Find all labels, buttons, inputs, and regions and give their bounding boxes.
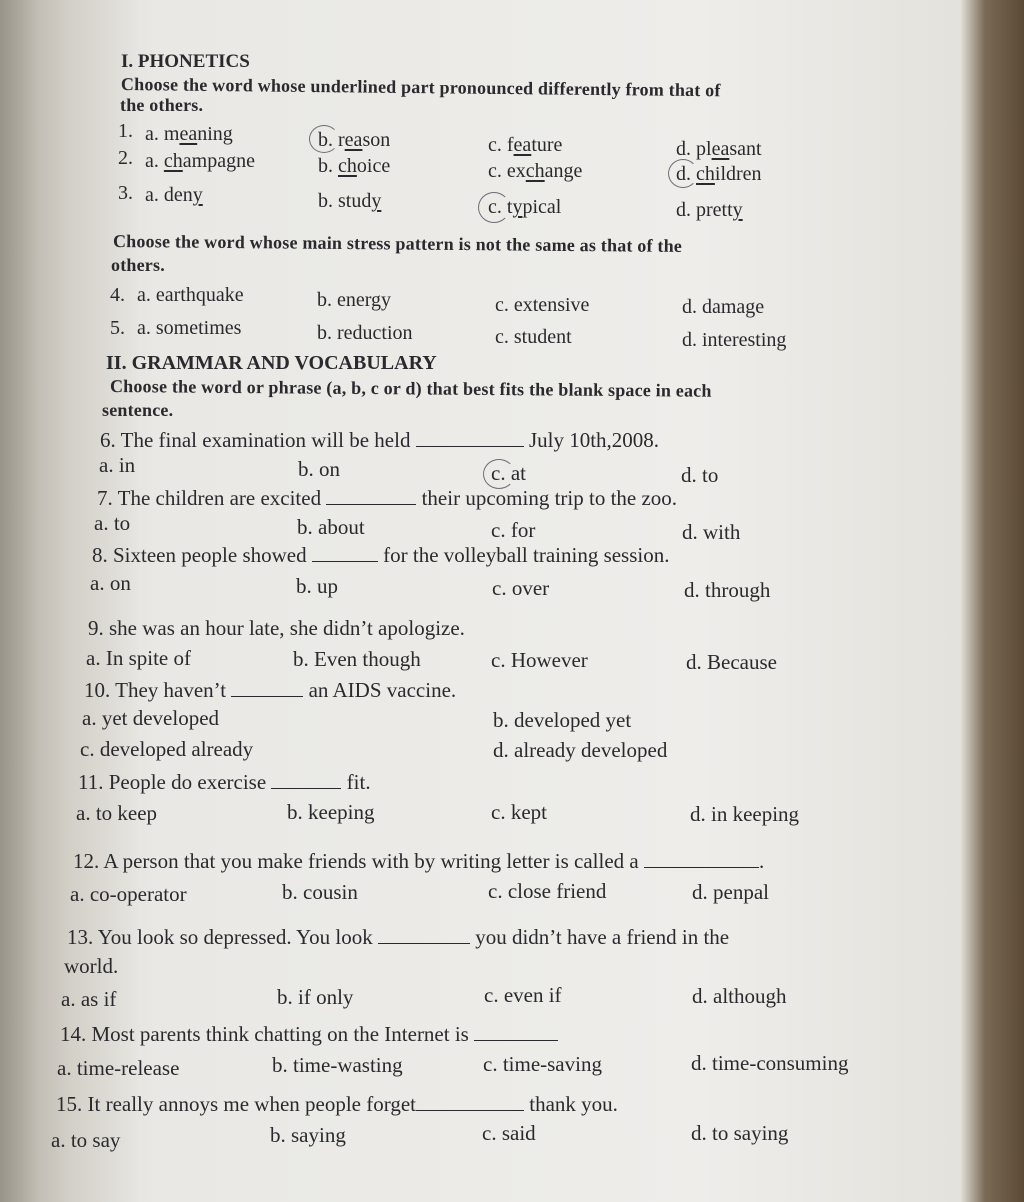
- q5-option-b: b. reduction: [317, 322, 413, 344]
- q15-option-b: b. saying: [270, 1123, 346, 1147]
- q3-option-b: b. study: [318, 190, 382, 212]
- q14-option-c: c. time-saving: [483, 1052, 602, 1076]
- q6-stem: 6. The final examination will be held July 10th,2008.: [100, 428, 660, 452]
- instruction-2-line-1: Choose the word whose main stress pattern is not the same as that of the: [112, 231, 683, 256]
- q4-option-c: c. extensive: [495, 294, 590, 316]
- q1-answer-circle: [309, 125, 339, 153]
- q4-option-b: b. energy: [317, 289, 392, 311]
- section-2-instruction-line-2: sentence.: [102, 400, 174, 420]
- q13-option-d: d. although: [692, 984, 787, 1008]
- q5-option-d: d. interesting: [682, 329, 787, 351]
- q6-option-b: b. on: [298, 457, 340, 481]
- section-2-title: II. GRAMMAR AND VOCABULARY: [106, 352, 437, 374]
- q2-number: 2.: [118, 147, 133, 169]
- q6-option-c: c. at: [491, 461, 526, 485]
- q14-option-d: d. time-consuming: [691, 1051, 849, 1075]
- q13-option-b: b. if only: [277, 985, 354, 1009]
- q2-option-d: d. children: [676, 163, 762, 185]
- instruction-1-line-1: Choose the word whose underlined part pronounced differently from that of: [120, 74, 721, 101]
- q12-stem: 12. A person that you make friends with by writing letter is called a .: [73, 849, 765, 873]
- q4-option-d: d. damage: [682, 296, 765, 318]
- q4-number: 4.: [110, 284, 125, 306]
- q3-answer-circle: [478, 192, 510, 223]
- q3-option-c: c. typical: [488, 196, 562, 218]
- q1-option-d: d. pleasant: [676, 138, 762, 160]
- q13-stem: 13. You look so depressed. You look you didn’t have a friend in the: [67, 925, 730, 949]
- q3-number: 3.: [118, 182, 133, 204]
- q1-option-a: a. meaning: [145, 123, 233, 145]
- q12-option-b: b. cousin: [282, 880, 358, 904]
- q11-option-d: d. in keeping: [690, 802, 800, 826]
- q5-number: 5.: [110, 317, 125, 339]
- q15-stem: 15. It really annoys me when people forget thank you.: [56, 1092, 618, 1116]
- q6-answer-circle: [483, 459, 515, 489]
- q9-option-a: a. In spite of: [86, 646, 191, 670]
- q15-option-c: c. said: [482, 1121, 536, 1145]
- q7-option-a: a. to: [94, 511, 131, 535]
- q10-option-b: b. developed yet: [493, 708, 632, 732]
- q11-option-b: b. keeping: [287, 800, 375, 824]
- q13-option-c: c. even if: [484, 983, 562, 1007]
- q2-answer-circle: [668, 159, 698, 188]
- q2-option-b: b. choice: [318, 155, 391, 177]
- q12-option-c: c. close friend: [488, 879, 607, 903]
- q11-stem: 11. People do exercise fit.: [78, 770, 371, 794]
- q7-option-d: d. with: [682, 520, 741, 544]
- q11-option-a: a. to keep: [76, 801, 158, 825]
- q14-option-b: b. time-wasting: [272, 1053, 403, 1077]
- q8-option-c: c. over: [492, 576, 550, 600]
- q9-option-b: b. Even though: [293, 647, 421, 671]
- q1-number: 1.: [118, 120, 133, 142]
- q12-option-d: d. penpal: [692, 880, 769, 904]
- instruction-2-line-2: others.: [111, 255, 165, 275]
- q11-option-c: c. kept: [491, 800, 547, 824]
- q8-option-b: b. up: [296, 574, 338, 598]
- instruction-1-line-2: the others.: [120, 95, 204, 115]
- q13-option-a: a. as if: [61, 987, 117, 1011]
- q9-stem: 9. she was an hour late, she didn’t apologize.: [88, 616, 465, 640]
- q14-option-a: a. time-release: [57, 1056, 180, 1080]
- q10-stem: 10. They haven’t an AIDS vaccine.: [84, 678, 457, 702]
- q5-option-a: a. sometimes: [137, 317, 242, 339]
- q8-option-a: a. on: [90, 571, 131, 595]
- q10-option-c: c. developed already: [80, 737, 254, 761]
- q8-option-d: d. through: [684, 578, 771, 602]
- q13-stem-continued: world.: [64, 954, 119, 978]
- q6-option-a: a. in: [99, 453, 136, 477]
- q8-stem: 8. Sixteen people showed for the volleyball training session.: [92, 543, 670, 567]
- q15-option-d: d. to saying: [691, 1121, 789, 1145]
- q7-option-b: b. about: [297, 515, 365, 539]
- q2-option-c: c. exchange: [488, 160, 583, 182]
- q15-option-a: a. to say: [51, 1128, 121, 1152]
- q3-option-d: d. pretty: [676, 199, 743, 221]
- q3-option-a: a. deny: [145, 184, 203, 206]
- section-1-title: I. PHONETICS: [121, 51, 250, 72]
- q10-option-a: a. yet developed: [82, 706, 220, 730]
- q5-option-c: c. student: [495, 326, 572, 348]
- q10-option-d: d. already developed: [493, 738, 668, 762]
- q14-stem: 14. Most parents think chatting on the Internet is: [60, 1022, 558, 1045]
- q12-option-a: a. co-operator: [70, 882, 187, 906]
- q7-stem: 7. The children are excited their upcoming trip to the zoo.: [97, 486, 678, 510]
- section-2-instruction-line-1: Choose the word or phrase (a, b, c or d) that best fits the blank space in each: [109, 376, 712, 401]
- q9-option-d: d. Because: [686, 650, 777, 674]
- q1-option-c: c. feature: [488, 134, 563, 156]
- q7-option-c: c. for: [491, 518, 536, 542]
- q1-option-b: b. reason: [318, 129, 391, 151]
- q6-option-d: d. to: [681, 463, 719, 487]
- q2-option-a: a. champagne: [145, 150, 255, 172]
- q4-option-a: a. earthquake: [137, 284, 244, 306]
- q9-option-c: c. However: [491, 648, 588, 672]
